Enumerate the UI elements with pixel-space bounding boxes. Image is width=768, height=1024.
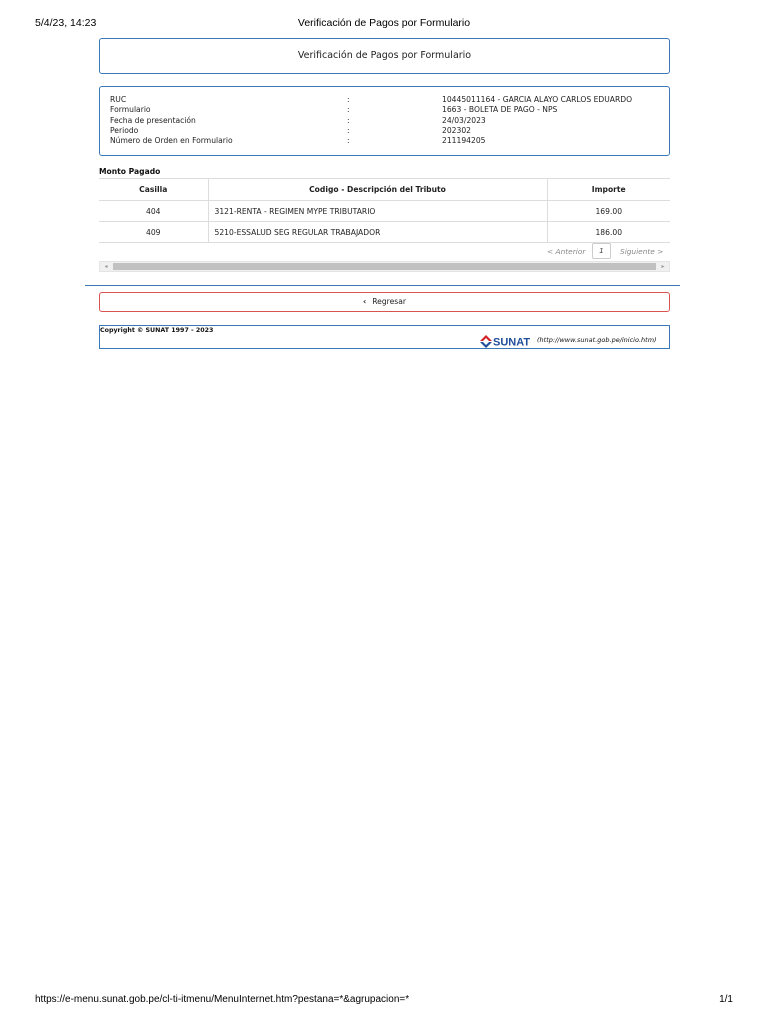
- section-divider: [85, 285, 680, 286]
- cell-descripcion: 3121-RENTA - REGIMEN MYPE TRIBUTARIO: [208, 201, 547, 222]
- sunat-logo-text: SUNAT: [493, 336, 531, 349]
- print-url: https://e-menu.sunat.gob.pe/cl-ti-itmenu/MenuInternet.htm?pestana=*&agrupacion=*: [35, 994, 410, 1005]
- info-row-fecha: [110, 116, 659, 126]
- site-footer: [99, 325, 670, 349]
- regresar-label: Regresar: [372, 297, 407, 306]
- sunat-home-link[interactable]: (http://www.sunat.gob.pe/inicio.htm): [537, 336, 657, 344]
- print-title: Verificación de Pagos por Formulario: [297, 17, 471, 29]
- info-label: Fecha de presentación: [110, 115, 196, 125]
- cell-casilla: 404: [99, 201, 208, 222]
- print-date: 5/4/23, 14:23: [35, 17, 97, 29]
- info-label: Periodo: [110, 125, 139, 135]
- monto-pagado-label: Monto Pagado: [99, 167, 161, 176]
- sunat-logo-mark-blue: [480, 342, 492, 348]
- scroll-left-icon[interactable]: ◂: [104, 263, 108, 270]
- table-row[interactable]: [99, 222, 670, 243]
- pager-next-link[interactable]: Siguiente >: [620, 247, 664, 256]
- page-title-panel: [99, 38, 670, 74]
- sunat-logo-mark-red: [480, 335, 492, 341]
- horizontal-scrollbar[interactable]: [99, 261, 670, 272]
- table-header-row: [99, 179, 670, 201]
- print-header: [35, 17, 733, 31]
- info-row-numero-orden: [110, 136, 659, 146]
- column-header-casilla[interactable]: Casilla: [99, 179, 208, 201]
- print-page-count: 1/1: [719, 994, 733, 1005]
- form-info-panel: [99, 86, 670, 156]
- print-footer: [35, 994, 733, 1008]
- info-value: 211194205: [442, 136, 486, 146]
- cell-importe: 186.00: [547, 222, 670, 243]
- table-row[interactable]: [99, 201, 670, 222]
- pager-current-page[interactable]: 1: [592, 243, 611, 259]
- column-header-importe[interactable]: Importe: [547, 179, 670, 201]
- info-label: Formulario: [110, 105, 151, 115]
- info-separator: :: [347, 115, 350, 125]
- sunat-logo[interactable]: [479, 333, 537, 349]
- table-pager: [99, 243, 670, 260]
- info-row-ruc: [110, 95, 659, 105]
- cell-casilla: 409: [99, 222, 208, 243]
- scrollbar-thumb[interactable]: [113, 263, 656, 270]
- info-separator: :: [347, 105, 350, 115]
- cell-importe: 169.00: [547, 201, 670, 222]
- cell-descripcion: 5210-ESSALUD SEG REGULAR TRABAJADOR: [208, 222, 547, 243]
- column-header-descripcion[interactable]: Codigo - Descripción del Tributo: [208, 179, 547, 201]
- chevron-left-icon: ‹: [362, 297, 367, 306]
- info-label: Número de Orden en Formulario: [110, 136, 233, 146]
- info-value: 202302: [442, 125, 471, 135]
- info-label: RUC: [110, 95, 127, 104]
- info-row-formulario: [110, 105, 659, 115]
- info-row-periodo: [110, 126, 659, 136]
- info-separator: :: [347, 136, 350, 146]
- monto-pagado-table: [99, 178, 670, 243]
- info-separator: :: [347, 95, 350, 104]
- info-value: 1663 - BOLETA DE PAGO - NPS: [442, 105, 558, 115]
- page-title: Verificación de Pagos por Formulario: [297, 50, 472, 61]
- regresar-button[interactable]: [99, 292, 670, 312]
- scroll-right-icon[interactable]: ▸: [661, 263, 665, 270]
- info-value: 10445011164 - GARCIA ALAYO CARLOS EDUARDO: [442, 95, 633, 104]
- info-separator: :: [347, 125, 350, 135]
- copyright-text: Copyright © SUNAT 1997 - 2023: [100, 327, 214, 334]
- pager-prev-link[interactable]: < Anterior: [547, 247, 586, 256]
- info-value: 24/03/2023: [442, 115, 486, 125]
